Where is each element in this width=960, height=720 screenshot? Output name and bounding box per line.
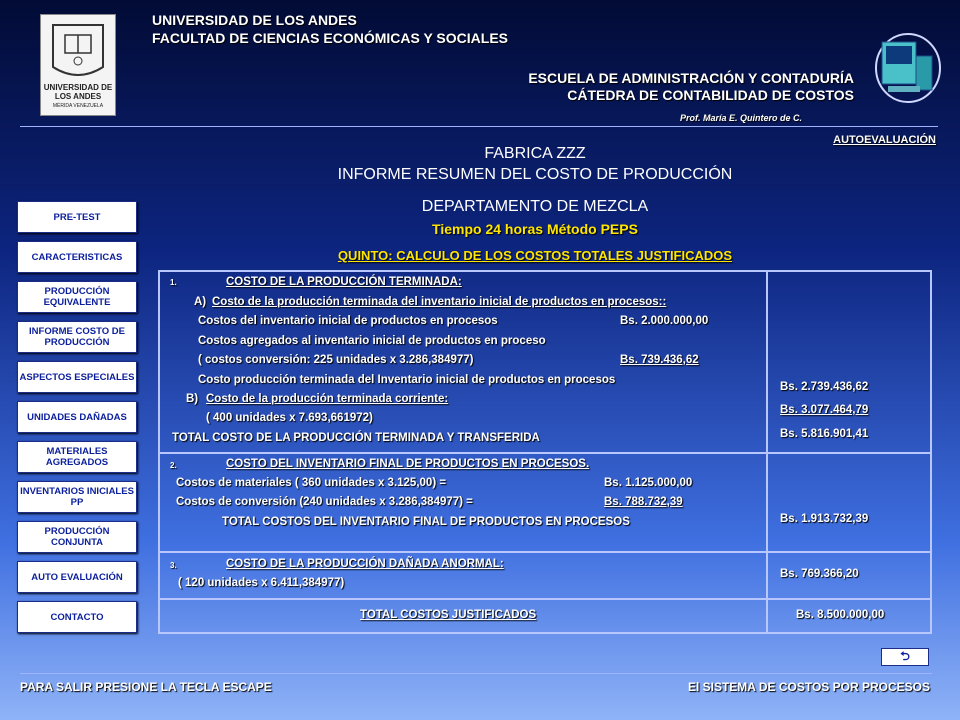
nav-unidades-danadas[interactable]: UNIDADES DAÑADAS [17, 401, 137, 433]
section-3-left-cell [159, 552, 767, 599]
section-1-right-cell [767, 271, 931, 453]
department-title: DEPARTAMENTO DE MEZCLA [421, 198, 649, 215]
section-1a-line1-value: Bs. 2.000.000,00 [620, 315, 709, 327]
footer-divider [20, 673, 932, 674]
nav-contacto[interactable]: CONTACTO [17, 601, 137, 633]
section-1a-line2: Costos agregados al inventario inicial de productos en proceso [198, 335, 546, 347]
section-2-line1-value: Bs. 1.125.000,00 [604, 477, 693, 489]
chair-name: CÁTEDRA DE CONTABILIDAD DE COSTOS [567, 87, 854, 103]
professor-name: Prof. María E. Quintero de C. [679, 113, 802, 123]
section-1b-amount: Bs. 3.077.464,79 [780, 404, 869, 416]
logo-text: UNIVERSIDAD DE LOS ANDES [43, 83, 113, 101]
nav-pre-test[interactable]: PRE-TEST [17, 201, 137, 233]
faculty-name: FACULTAD DE CIENCIAS ECONÓMICAS Y SOCIALES [152, 30, 508, 46]
section-3-amount: Bs. 769.366,20 [780, 568, 859, 580]
header-divider [20, 126, 938, 127]
section-1-left-cell [159, 271, 767, 453]
nav-materiales-agregados[interactable]: MATERIALES AGREGADOS [17, 441, 137, 473]
logo-subtext: MÉRIDA VENEZUELA [52, 103, 104, 109]
section-1b-prefix: B) [186, 393, 199, 405]
grand-total-label: TOTAL COSTOS JUSTIFICADOS [360, 609, 537, 621]
nav-aspectos-especiales[interactable]: ASPECTOS ESPECIALES [17, 361, 137, 393]
university-logo [40, 14, 116, 116]
section-3-number: 3. [170, 561, 177, 570]
report-title: INFORME RESUMEN DEL COSTO DE PRODUCCIÓN [337, 166, 733, 183]
section-1b-line1: ( 400 unidades x 7.693,661972) [206, 412, 373, 424]
section-1a-line3-value: Bs. 739.436,62 [620, 354, 699, 366]
section-1a-line1: Costos del inventario inicial de productos en procesos [198, 315, 498, 327]
grand-total-left-cell [159, 599, 767, 633]
section-1a-line3: ( costos conversión: 225 unidades x 3.286,384977) [198, 354, 474, 366]
nav-produccion-equivalente[interactable]: PRODUCCIÓN EQUIVALENTE [17, 281, 137, 313]
time-method: Tiempo 24 horas Método PEPS [432, 221, 638, 237]
section-1a-line4: Costo producción terminada del Inventario inicial de productos en procesos [198, 374, 616, 386]
nav-produccion-conjunta[interactable]: PRODUCCIÓN CONJUNTA [17, 521, 137, 553]
section-3-title: COSTO DE LA PRODUCCIÓN DAÑADA ANORMAL: [226, 558, 504, 570]
self-evaluation-link[interactable]: AUTOEVALUACIÓN [833, 134, 936, 146]
system-name: El SISTEMA DE COSTOS POR PROCESOS [687, 680, 930, 694]
section-1-title: COSTO DE LA PRODUCCIÓN TERMINADA: [226, 276, 462, 288]
nav-informe-costo[interactable]: INFORME COSTO DE PRODUCCIÓN [17, 321, 137, 353]
section-1a-title: Costo de la producción terminada del inventario inicial de productos en procesos:: [212, 296, 667, 308]
section-2-right-cell [767, 453, 931, 552]
section-3-right-cell [767, 552, 931, 599]
cost-table [158, 270, 932, 634]
section-2-left-cell [159, 453, 767, 552]
nav-caracteristicas[interactable]: CARACTERISTICAS [17, 241, 137, 273]
computer-icon [872, 30, 942, 104]
return-arrow-icon: ⮌ [900, 648, 910, 663]
section-3-line1: ( 120 unidades x 6.411,384977) [178, 577, 345, 589]
section-2-total-amount: Bs. 1.913.732,39 [780, 513, 869, 525]
section-2-line2: Costos de conversión (240 unidades x 3.286,384977) = [176, 496, 473, 508]
exit-hint: PARA SALIR PRESIONE LA TECLA ESCAPE [20, 680, 272, 694]
section-2-number: 2. [170, 461, 177, 470]
company-title: FABRICA ZZZ [484, 145, 586, 162]
grand-total-amount: Bs. 8.500.000,00 [796, 609, 885, 621]
section-2-line2-value: Bs. 788.732,39 [604, 496, 683, 508]
section-1b-title: Costo de la producción terminada corriente: [206, 393, 449, 405]
section-1-total-label: TOTAL COSTO DE LA PRODUCCIÓN TERMINADA Y TRANSFERIDA [172, 432, 540, 444]
section-2-title: COSTO DEL INVENTARIO FINAL DE PRODUCTOS EN PROCESOS. [226, 458, 590, 470]
university-name: UNIVERSIDAD DE LOS ANDES [152, 12, 357, 28]
return-button[interactable] [881, 648, 929, 666]
section-2-total-label: TOTAL COSTOS DEL INVENTARIO FINAL DE PRODUCTOS EN PROCESOS [222, 516, 630, 528]
nav-inventarios-iniciales[interactable]: INVENTARIOS INICIALES PP [17, 481, 137, 513]
section-1a-amount: Bs. 2.739.436,62 [780, 381, 869, 393]
school-name: ESCUELA DE ADMINISTRACIÓN Y CONTADURÍA [528, 70, 854, 86]
grand-total-right-cell [767, 599, 931, 633]
section-1-total-amount: Bs. 5.816.901,41 [780, 428, 869, 440]
section-1-number: 1. [170, 278, 177, 287]
step-title: QUINTO: CALCULO DE LOS COSTOS TOTALES JUSTIFICADOS [337, 248, 733, 263]
section-2-line1: Costos de materiales ( 360 unidades x 3.125,00) = [176, 477, 447, 489]
section-1a-prefix: A) [194, 296, 207, 308]
nav-auto-evaluacion[interactable]: AUTO EVALUACIÓN [17, 561, 137, 593]
